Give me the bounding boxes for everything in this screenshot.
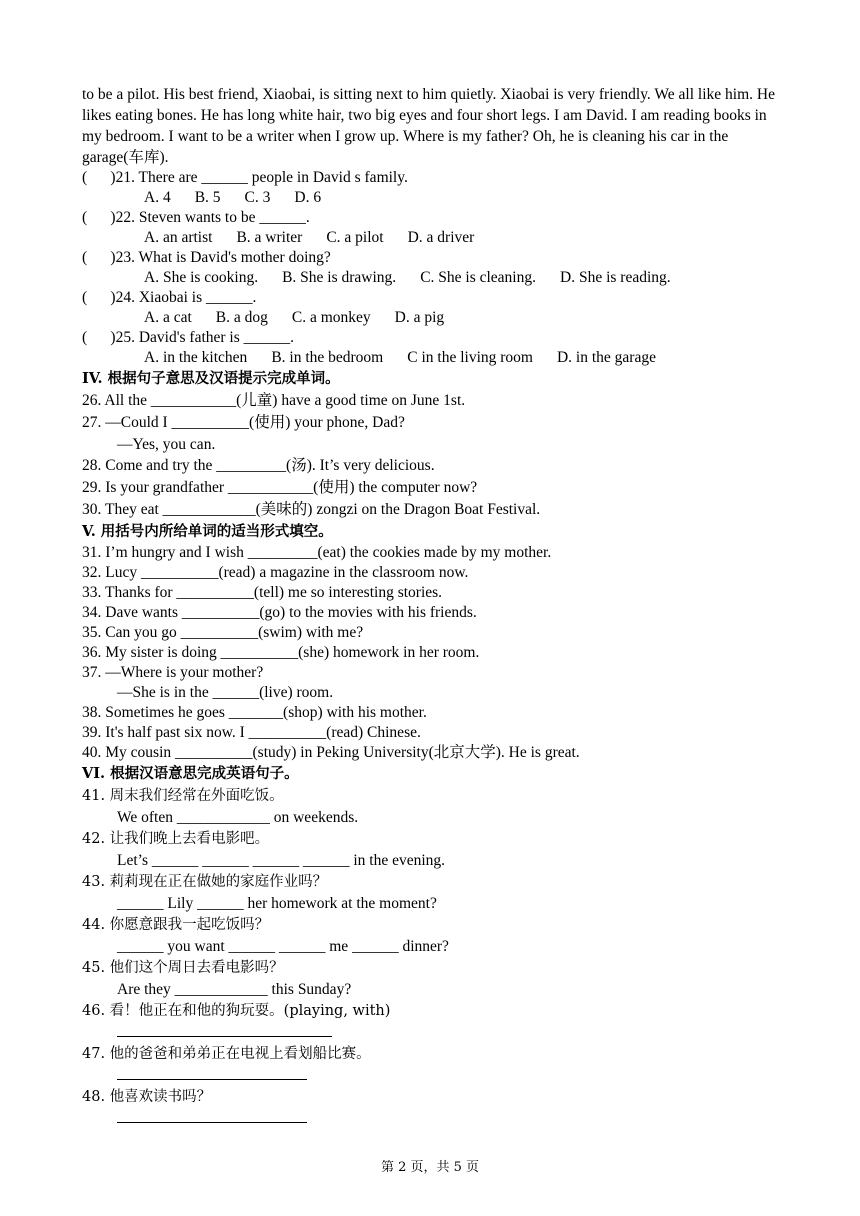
question-line: 29. Is your grandfather ___________(使用) the computer now? bbox=[82, 479, 478, 496]
answer-bracket: ( bbox=[82, 249, 111, 266]
page-footer: 第 2 页，共 5 页 bbox=[380, 1160, 480, 1175]
chinese-prompt: 46. 看！他正在和他的狗玩耍。(playing, with) bbox=[82, 1003, 391, 1019]
chinese-prompt: 41. 周末我们经常在外面吃饭。 bbox=[82, 788, 284, 804]
question-line: —She is in the ______(live) room. bbox=[117, 684, 334, 701]
question-line: 32. Lucy __________(read) a magazine in the classroom now. bbox=[82, 564, 469, 581]
answer-line[interactable] bbox=[117, 1108, 307, 1123]
option: A. She is cooking. bbox=[144, 269, 259, 286]
question-line: 27. —Could I __________(使用) your phone, Dad? bbox=[82, 414, 405, 431]
option: D. a pig bbox=[394, 309, 445, 326]
option: A. an artist bbox=[144, 229, 213, 246]
option: A. in the kitchen bbox=[144, 349, 248, 366]
mc-item bbox=[82, 168, 782, 208]
option: D. She is reading. bbox=[560, 269, 671, 286]
option: C. a monkey bbox=[291, 309, 371, 326]
section-heading: IV. 根据句子意思及汉语提示完成单词。 bbox=[82, 370, 340, 387]
question-line: 28. Come and try the _________(汤). It’s very delicious. bbox=[82, 457, 435, 474]
english-sentence: We often ____________ on weekends. bbox=[117, 809, 359, 826]
question-line: 31. I’m hungry and I wish _________(eat) the cookies made by my mother. bbox=[82, 544, 552, 561]
question-line: 30. They eat ____________(美味的) zongzi on the Dragon Boat Festival. bbox=[82, 501, 541, 518]
answer-bracket: ( bbox=[82, 329, 111, 346]
chinese-prompt: 45. 他们这个周日去看电影吗？ bbox=[82, 960, 284, 976]
chinese-prompt: 42. 让我们晚上去看电影吧。 bbox=[82, 831, 270, 847]
reading-passage: to be a pilot. His best friend, Xiaobai, is sitting next to him quietly. Xiaobai is very friendly. We all like him. He likes eating bones. He has long white hair, two big eyes and four short legs. I am David. I am reading books in my bedroom. I want to be a writer when I grow up. Where is my father? Oh, he is cleaning his car in the garage(车库). bbox=[82, 86, 775, 166]
section-heading: VI. 根据汉语意思完成英语句子。 bbox=[82, 765, 299, 782]
question-line: 39. It's half past six now. I __________(read) Chinese. bbox=[82, 724, 421, 741]
chinese-prompt: 48. 他喜欢读书吗？ bbox=[82, 1089, 212, 1105]
worksheet-page bbox=[82, 84, 782, 1129]
answer-bracket: ( bbox=[82, 169, 111, 186]
option: B. in the bedroom bbox=[271, 349, 384, 366]
option: B. 5 bbox=[194, 189, 221, 206]
option: A. a cat bbox=[144, 309, 192, 326]
question-line: 34. Dave wants __________(go) to the movies with his friends. bbox=[82, 604, 477, 621]
option: C. 3 bbox=[244, 189, 271, 206]
option: D. a driver bbox=[407, 229, 475, 246]
english-sentence: Are they ____________ this Sunday? bbox=[117, 981, 352, 998]
chinese-prompt: 47. 他的爸爸和弟弟正在电视上看划船比赛。 bbox=[82, 1046, 371, 1062]
mc-item bbox=[82, 208, 782, 248]
option: A. 4 bbox=[144, 189, 171, 206]
english-sentence: Let’s ______ ______ ______ ______ in the evening. bbox=[117, 852, 446, 869]
question-text: )23. What is David's mother doing? bbox=[110, 249, 331, 266]
question-line: 33. Thanks for __________(tell) me so interesting stories. bbox=[82, 584, 443, 601]
option: C. She is cleaning. bbox=[420, 269, 536, 286]
question-line: 38. Sometimes he goes _______(shop) with his mother. bbox=[82, 704, 427, 721]
english-sentence: ______ you want ______ ______ me ______ dinner? bbox=[117, 938, 449, 955]
english-sentence: ______ Lily ______ her homework at the moment? bbox=[117, 895, 437, 912]
option: B. She is drawing. bbox=[282, 269, 397, 286]
question-line: —Yes, you can. bbox=[117, 436, 216, 453]
option: C in the living room bbox=[407, 349, 533, 366]
answer-bracket: ( bbox=[82, 289, 111, 306]
mc-item bbox=[82, 288, 782, 328]
answer-line[interactable] bbox=[117, 1022, 332, 1037]
answer-bracket: ( bbox=[82, 209, 111, 226]
option: D. 6 bbox=[294, 189, 322, 206]
chinese-prompt: 43. 莉莉现在正在做她的家庭作业吗？ bbox=[82, 874, 328, 890]
question-line: 40. My cousin __________(study) in Peking University(北京大学). He is great. bbox=[82, 744, 580, 761]
question-text: )21. There are ______ people in David s family. bbox=[110, 169, 408, 186]
question-line: 36. My sister is doing __________(she) homework in her room. bbox=[82, 644, 480, 661]
option: D. in the garage bbox=[556, 349, 656, 366]
option: C. a pilot bbox=[326, 229, 384, 246]
question-text: )22. Steven wants to be ______. bbox=[110, 209, 310, 226]
mc-item bbox=[82, 328, 782, 368]
question-line: 26. All the ___________(儿童) have a good time on June 1st. bbox=[82, 392, 466, 409]
section-heading: V. 用括号内所给单词的适当形式填空。 bbox=[82, 523, 333, 540]
answer-line[interactable] bbox=[117, 1065, 307, 1080]
chinese-prompt: 44. 你愿意跟我一起吃饭吗？ bbox=[82, 917, 270, 933]
option: B. a dog bbox=[215, 309, 268, 326]
question-text: )24. Xiaobai is ______. bbox=[110, 289, 257, 306]
mc-questions bbox=[82, 168, 782, 368]
question-line: 37. —Where is your mother? bbox=[82, 664, 264, 681]
mc-item bbox=[82, 248, 782, 288]
question-line: 35. Can you go __________(swim) with me? bbox=[82, 624, 364, 641]
option: B. a writer bbox=[236, 229, 303, 246]
question-text: )25. David's father is ______. bbox=[110, 329, 295, 346]
